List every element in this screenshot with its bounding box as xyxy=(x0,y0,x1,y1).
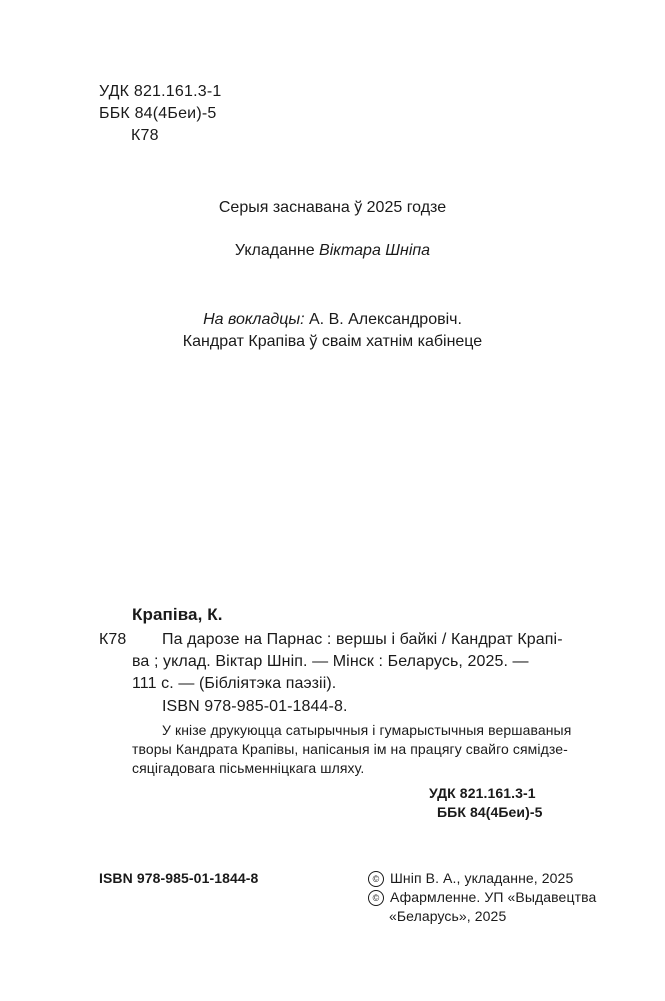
udk-code-top: УДК 821.161.3-1 xyxy=(99,83,222,100)
copyright-text2: Афармленне. УП «Выдавецтва xyxy=(390,889,597,905)
compiler-label: Укладанне xyxy=(234,242,320,259)
copyright-icon: © xyxy=(368,890,384,906)
card-annotation-line2: творы Кандрата Крапівы, напісаныя ім на працягу свайго сямідзе- xyxy=(132,741,568,757)
cover-credit-line2: Кандрат Крапіва ў сваім хатнім кабінеце xyxy=(182,333,483,350)
cover-label: На вокладцы: xyxy=(203,311,305,328)
card-description-line2: ва ; уклад. Віктар Шніп. — Мінск : Беларусь, 2025. — xyxy=(132,653,529,670)
card-isbn: ISBN 978-985-01-1844-8. xyxy=(162,698,348,715)
card-author: Крапіва, К. xyxy=(132,605,223,624)
series-note: Серыя заснавана ў 2025 годзе xyxy=(218,199,447,216)
author-mark-top: К78 xyxy=(131,127,159,144)
copyright-line1 xyxy=(368,869,573,887)
card-description-line1: Па дарозе на Парнас : вершы і байкі / Кандрат Крапі- xyxy=(162,631,563,648)
copyright-icon: © xyxy=(368,871,384,887)
card-udk: УДК 821.161.3-1 xyxy=(429,785,536,801)
compiler-line xyxy=(0,241,665,261)
card-annotation-line1: У кнізе друкуюцца сатырычныя і гумарыстычныя вершаваныя xyxy=(162,722,572,738)
cover-credit-line1 xyxy=(0,310,665,330)
card-bbk: ББК 84(4Беи)-5 xyxy=(437,804,543,820)
cover-artist: А. В. Александровіч. xyxy=(304,311,462,328)
copyright-line3: «Беларусь», 2025 xyxy=(389,908,507,924)
footer-isbn: ISBN 978-985-01-1844-8 xyxy=(99,870,259,886)
copyright-line2 xyxy=(368,888,596,906)
card-author-mark: К78 xyxy=(99,631,127,648)
compiler-name: Віктара Шніпа xyxy=(319,242,431,259)
card-description-line3: 111 с. — (Бібліятэка паэзіі). xyxy=(132,675,337,692)
copyright-text1: Шніп В. А., укладанне, 2025 xyxy=(390,870,574,886)
card-annotation-line3: сяцігадовага пісьменніцкага шляху. xyxy=(132,760,365,776)
bbk-code-top: ББК 84(4Беи)-5 xyxy=(99,105,217,122)
